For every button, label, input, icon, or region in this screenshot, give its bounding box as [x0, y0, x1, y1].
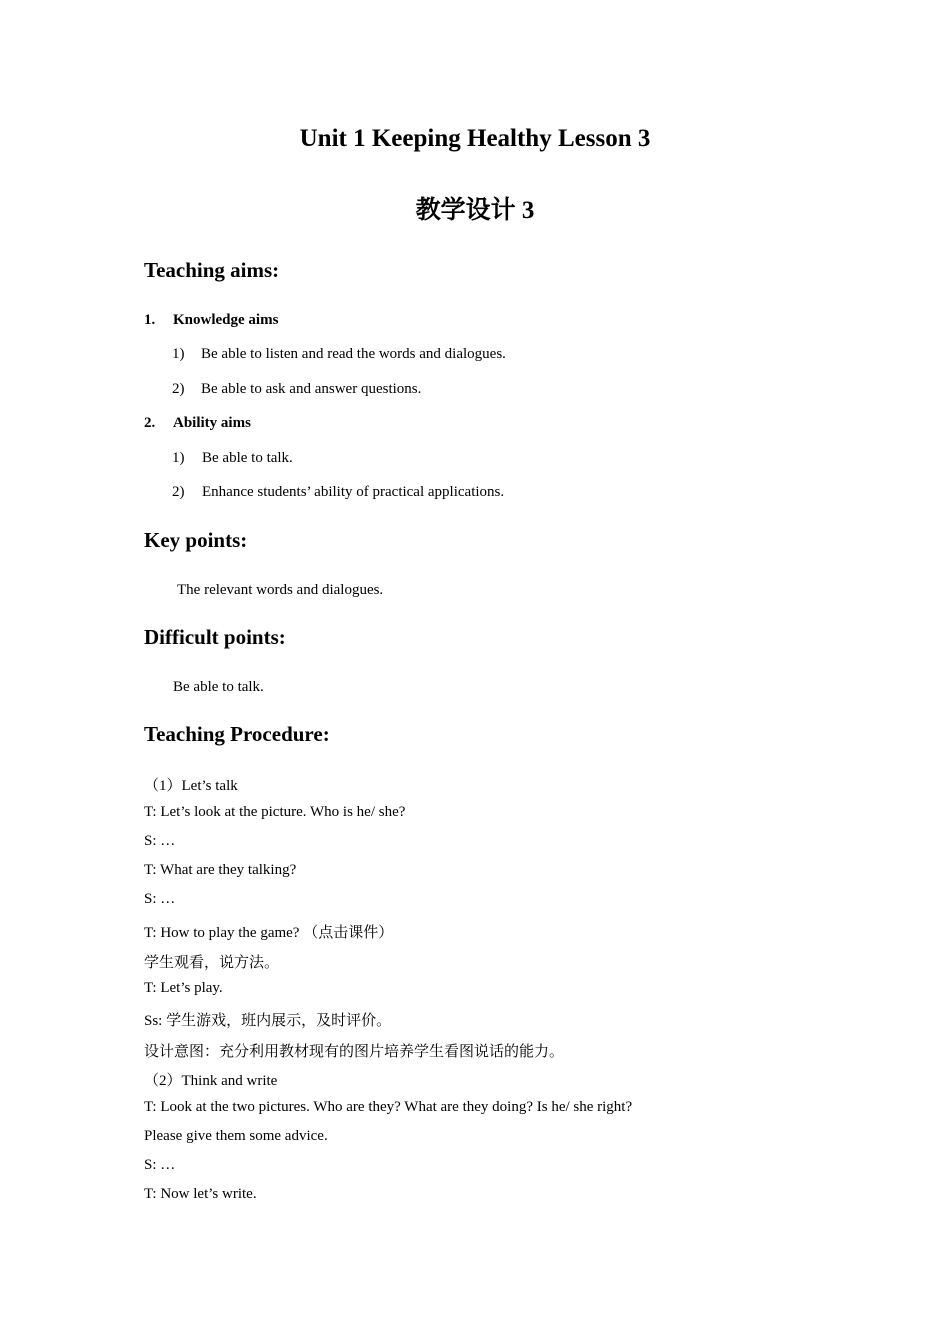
ability-item-text: Be able to talk.: [202, 450, 293, 466]
ability-aims-label: Ability aims: [173, 415, 251, 431]
knowledge-item-number: 1): [172, 346, 185, 362]
procedure-line: （2）Think and write: [144, 1073, 278, 1089]
procedure-line: S: …: [144, 1157, 176, 1173]
procedure-line: T: What are they talking?: [144, 862, 297, 878]
procedure-line: T: Now let’s write.: [144, 1186, 257, 1202]
procedure-line: T: Let’s look at the picture. Who is he/ she?: [144, 804, 406, 820]
document-title: Unit 1 Keeping Healthy Lesson 3: [299, 125, 651, 152]
procedure-line: Please give them some advice.: [144, 1128, 328, 1144]
ability-aims-number: 2.: [144, 415, 156, 431]
knowledge-aims-number: 1.: [144, 312, 156, 328]
knowledge-item-text: Be able to listen and read the words and dialogues.: [201, 346, 506, 362]
key-points-heading: Key points:: [144, 528, 248, 552]
procedure-line: S: …: [144, 891, 176, 907]
ability-item-text: Enhance students’ ability of practical applications.: [202, 484, 505, 500]
ability-item-number: 1): [172, 450, 185, 466]
knowledge-aims-label: Knowledge aims: [173, 312, 279, 328]
procedure-line: T: How to play the game? （点击课件）: [144, 925, 394, 941]
procedure-line: （1）Let’s talk: [144, 778, 238, 794]
knowledge-item-text: Be able to ask and answer questions.: [201, 381, 422, 397]
ability-item-number: 2): [172, 484, 185, 500]
teaching-aims-heading: Teaching aims:: [144, 258, 280, 282]
procedure-line: S: …: [144, 833, 176, 849]
procedure-line: 学生观看，说方法。: [144, 955, 280, 971]
knowledge-item-number: 2): [172, 381, 185, 397]
teaching-procedure-heading: Teaching Procedure:: [144, 722, 330, 746]
key-points-text: The relevant words and dialogues.: [177, 582, 384, 598]
procedure-line: Ss: 学生游戏，班内展示，及时评价。: [144, 1013, 392, 1029]
procedure-line: 设计意图：充分利用教材现有的图片培养学生看图说话的能力。: [144, 1044, 565, 1060]
procedure-line: T: Let’s play.: [144, 980, 223, 996]
procedure-line: T: Look at the two pictures. Who are they? What are they doing? Is he/ she right?: [144, 1099, 633, 1115]
difficult-points-heading: Difficult points:: [144, 625, 286, 649]
document-subtitle: 教学设计 3: [415, 197, 535, 224]
difficult-points-text: Be able to talk.: [173, 679, 264, 695]
